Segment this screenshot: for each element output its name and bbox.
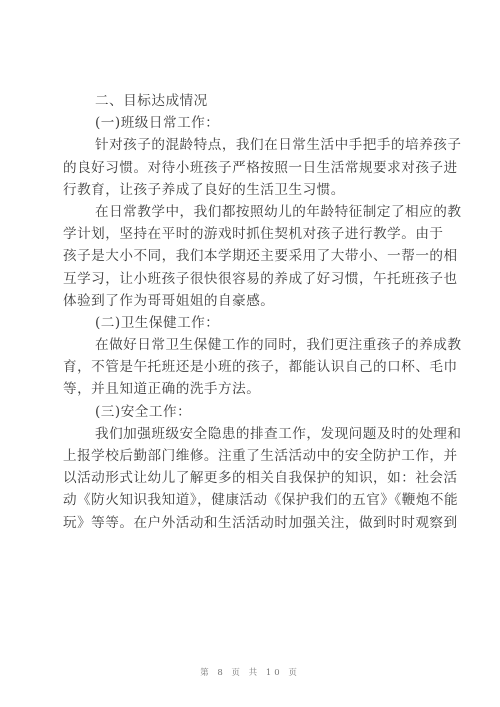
paragraph-line: 在日常教学中，我们都按照幼儿的年龄特征制定了相应的教 [95,203,462,220]
subsection-heading: (三)安全工作： [95,403,192,420]
page-number-footer: 第 8 页 共 10 页 [200,668,300,678]
paragraph-line: 的良好习惯。对待小班孩子严格按照一日生活常规要求对孩子进 [63,159,458,176]
paragraph-line: 玩》等等。在户外活动和生活活动时加强关注，做到时时观察到 [63,514,458,531]
paragraph-line: 等，并且知道正确的洗手方法。 [63,381,261,398]
paragraph-line: 学计划，坚持在平时的游戏时抓住契机对孩子进行教学。由于 [63,226,444,243]
paragraph-line: 行教育，让孩子养成了良好的生活卫生习惯。 [63,181,345,198]
section-heading: 二、目标达成情况 [95,93,208,109]
paragraph-line: 互学习，让小班孩子很快很容易的养成了好习惯，午托班孩子也 [63,270,458,287]
paragraph-line: 上报学校后勤部门维修。注重了生活活动中的安全防护工作，并 [63,448,458,464]
paragraph-line: 体验到了作为哥哥姐姐的自豪感。 [63,292,275,309]
paragraph-line: 孩子是大小不同，我们本学期还主要采用了大带小、一帮一的相 [63,248,458,265]
subsection-heading: (二)卫生保健工作： [95,314,220,331]
paragraph-line: 在做好日常卫生保健工作的同时，我们更注重孩子的养成教 [95,337,462,354]
paragraph-line: 我们加强班级安全隐患的排查工作，发现问题及时的处理和 [95,425,462,442]
paragraph-line: 以活动形式让幼儿了解更多的相关自我保护的知识，如：社会活 [63,470,458,487]
paragraph-line: 育，不管是午托班还是小班的孩子，都能认识自己的口杯、毛巾 [63,359,458,376]
paragraph-line: 针对孩子的混龄特点，我们在日常生活中手把手的培养孩子 [95,137,462,154]
paragraph-line: 动《防火知识我知道》，健康活动《保护我们的五官》《鞭炮不能 [63,492,459,509]
subsection-heading: (一)班级日常工作： [95,115,220,132]
document-body [63,90,462,534]
